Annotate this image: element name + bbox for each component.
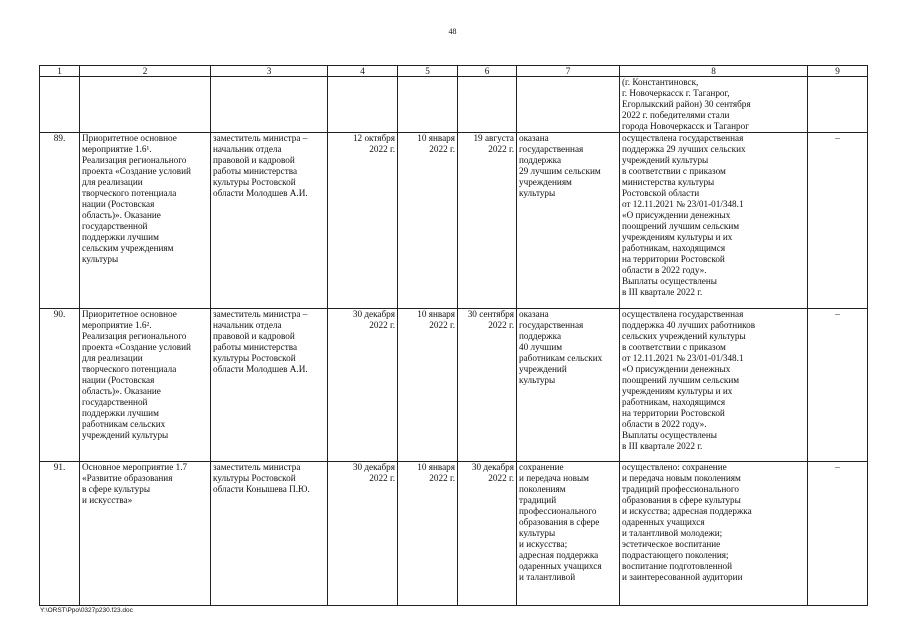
cell-text-line: творческого потенциала [82,364,177,374]
expected-result-cell [517,133,620,309]
cell-text-line: 2022 г. [429,320,455,330]
table-row [40,77,868,133]
table-row [40,133,868,309]
cell-text-line: и искусства; [519,539,568,549]
actual-result-cell [620,77,808,133]
cell-text-line: на территории Ростовской [622,254,725,264]
planned-date-cell [328,462,398,606]
cell-text-line: учреждений [519,364,567,374]
cell-text-line: культуры [519,188,556,198]
cell-text-line: проекта «Создание условий [82,342,191,352]
end-date-cell [458,77,517,133]
planned-date-cell [328,309,398,462]
cell-text-line: государственной [82,221,148,231]
cell-text-line: и искусства» [82,495,133,505]
column-header: 7 [517,66,620,77]
cell-text-line: работникам сельских [519,353,603,363]
cell-text-line: 10 января [417,133,455,143]
cell-text-line: и передача новым [519,473,589,483]
cell-text-line: поколениям [519,484,566,494]
cell-text-line: сельских учреждений культуры [622,331,746,341]
cell-text-line: правовой и кадровой [213,155,295,165]
table-row [40,462,868,606]
cell-text-line: правовой и кадровой [213,331,295,341]
cell-text-line: (г. Константиновск, [622,77,699,87]
cell-text-line: 30 декабря [471,462,514,472]
start-date-cell [398,77,458,133]
cell-text-line: работникам, находящимся [622,243,726,253]
cell-text-line: начальник отдела [213,320,282,330]
end-date-cell [458,462,517,606]
responsible-cell [211,133,328,309]
cell-text-line: 12 октября [352,133,395,143]
actual-result-cell [620,309,808,462]
cell-text-line: творческого потенциала [82,188,177,198]
activity-cell [80,133,211,309]
cell-text-line: 10 января [417,462,455,472]
cell-text-line: профессионального [519,506,597,516]
cell-text-line: и заинтересованной аудитории [622,572,743,582]
table-header-row [40,66,868,77]
cell-text-line: 2022 г. [429,473,455,483]
cell-text-line: учреждениям [519,177,572,187]
actual-result-cell [620,462,808,606]
cell-text-line: область)». Оказание [82,210,161,220]
cell-text-line: одаренных учащихся [519,561,602,571]
cell-text-line: в соответствии с приказом [622,166,726,176]
cell-text-line: осуществлено: сохранение [622,462,727,472]
cell-text-line: в III квартале 2022 г. [622,287,703,297]
expected-result-cell [517,309,620,462]
start-date-cell [398,309,458,462]
expected-result-cell [517,462,620,606]
cell-text-line: 30 сентября [467,309,514,319]
cell-text-line: министерства культуры [622,177,715,187]
cell-text-line: традиций [519,495,557,505]
cell-text-line: образования в сфере [519,517,600,527]
cell-text-line: «О присуждении денежных [622,364,731,374]
cell-text-line: сельским учреждениям [82,243,174,253]
cell-text-line: осуществлена государственная [622,133,744,143]
cell-text-line: государственная [519,320,584,330]
cell-text-line: поддержка 40 лучших работников [622,320,756,330]
cell-text-line: адресная поддержка [519,550,599,560]
start-date-cell [398,133,458,309]
cell-text-line: 10 января [417,309,455,319]
cell-text-line: от 12.11.2021 № 23/01-01/348.1 [622,353,744,363]
cell-text-line: области Молодшев А.И. [213,364,308,374]
cell-text-line: «О присуждении денежных [622,210,731,220]
cell-text-line: работникам, находящимся [622,397,726,407]
cell-text-line: Егорлыкский район) 30 сентября [622,99,751,109]
cell-text-line: нации (Ростовская [82,199,155,209]
cell-text-line: для реализации [82,177,143,187]
cell-text-line: области Конышева П.Ю. [213,484,310,494]
cell-text-line: проекта «Создание условий [82,166,191,176]
cell-text-line: в III квартале 2022 г. [622,441,703,451]
cell-text-line: «Развитие образования [82,473,173,483]
cell-text-line: 2022 г. [369,320,395,330]
cell-text-line: культуры Ростовской [213,353,296,363]
column-header: 1 [40,66,80,77]
cell-text-line: заместитель министра [213,462,301,472]
cell-text-line: поддержки лучшим [82,408,159,418]
row-number: 89. [40,133,80,309]
cell-text-line: учреждениям культуры и их [622,232,733,242]
cell-text-line: заместитель министра – [213,133,308,143]
footer-file-path: Y:\ORST\Ppo\0327p230.f23.doc [40,607,133,614]
report-table [39,65,868,606]
cell-text-line: поддержка [519,331,562,341]
cell-text-line: поддержка 29 лучших сельских [622,144,746,154]
cell-text-line: мероприятие 1.6². [82,320,152,330]
cell-text-line: Ростовской области [622,188,700,198]
note-cell [808,77,868,133]
cell-text-line: от 12.11.2021 № 23/01-01/348.1 [622,199,744,209]
cell-text-line: города Новочеркасск и Таганрог [622,121,749,131]
cell-text-line: учреждений культуры [82,430,169,440]
cell-text-line: Приоритетное основное [82,133,177,143]
planned-date-cell [328,77,398,133]
cell-text-line: для реализации [82,353,143,363]
cell-text-line: Реализация регионального [82,155,187,165]
column-header: 2 [80,66,211,77]
end-date-cell [458,309,517,462]
cell-text-line: подрастающего поколения; [622,550,729,560]
note-cell: – [808,133,868,309]
cell-text-line: 2022 г. [429,144,455,154]
cell-text-line: начальник отдела [213,144,282,154]
cell-text-line: Основное мероприятие 1.7 [82,462,188,472]
cell-text-line: поддержка [519,155,562,165]
cell-text-line: поощрений лучшим сельским [622,375,740,385]
cell-text-line: Выплаты осуществлены [622,430,717,440]
cell-text-line: 2022 г. [369,144,395,154]
cell-text-line: 2022 г. [488,473,514,483]
column-header: 4 [328,66,398,77]
cell-text-line: области в 2022 году». [622,419,707,429]
cell-text-line: 40 лучшим [519,342,563,352]
planned-date-cell [328,133,398,309]
note-cell: – [808,462,868,606]
cell-text-line: работникам сельских [82,419,166,429]
actual-result-cell [620,133,808,309]
row-number: 90. [40,309,80,462]
responsible-cell [211,309,328,462]
responsible-cell [211,77,328,133]
cell-text-line: и талантливой молодежи; [622,528,723,538]
end-date-cell [458,133,517,309]
cell-text-line: поддержки лучшим [82,232,159,242]
cell-text-line: 2022 г. [488,320,514,330]
cell-text-line: нации (Ростовская [82,375,155,385]
cell-text-line: Приоритетное основное [82,309,177,319]
activity-cell [80,77,211,133]
cell-text-line: в сфере культуры [82,484,151,494]
cell-text-line: работы министерства [213,166,298,176]
expected-result-cell [517,77,620,133]
cell-text-line: 30 декабря [352,309,395,319]
activity-cell [80,462,211,606]
responsible-cell [211,462,328,606]
cell-text-line: культуры [519,375,556,385]
column-header: 9 [808,66,868,77]
row-number [40,77,80,133]
cell-text-line: государственная [519,144,584,154]
cell-text-line: на территории Ростовской [622,408,725,418]
note-cell: – [808,309,868,462]
row-number: 91. [40,462,80,606]
activity-cell [80,309,211,462]
cell-text-line: культуры [519,528,556,538]
cell-text-line: заместитель министра – [213,309,308,319]
cell-text-line: учреждений культуры [622,155,709,165]
cell-text-line: культуры [82,254,119,264]
table-row [40,309,868,462]
cell-text-line: сохранение [519,462,564,472]
cell-text-line: Выплаты осуществлены [622,276,717,286]
cell-text-line: культуры Ростовской [213,177,296,187]
cell-text-line: воспитание подготовленной [622,561,733,571]
cell-text-line: оказана [519,309,549,319]
cell-text-line: поощрений лучшим сельским [622,221,740,231]
cell-text-line: в соответствии с приказом [622,342,726,352]
cell-text-line: традиций профессионального [622,484,739,494]
cell-text-line: 2022 г. [369,473,395,483]
cell-text-line: и передача новым поколениям [622,473,741,483]
column-header: 5 [398,66,458,77]
cell-text-line: и искусства; адресная поддержка [622,506,752,516]
cell-text-line: мероприятие 1.6¹. [82,144,152,154]
cell-text-line: 29 лучшим сельским [519,166,601,176]
cell-text-line: работы министерства [213,342,298,352]
cell-text-line: 2022 г. [488,144,514,154]
cell-text-line: область)». Оказание [82,386,161,396]
cell-text-line: 2022 г. победителями стали [622,110,730,120]
cell-text-line: оказана [519,133,549,143]
page-number: 48 [448,27,457,36]
column-header: 8 [620,66,808,77]
cell-text-line: Реализация регионального [82,331,187,341]
cell-text-line: культуры Ростовской [213,473,296,483]
cell-text-line: области Молодшев А.И. [213,188,308,198]
cell-text-line: области в 2022 году». [622,265,707,275]
cell-text-line: г. Новочеркасск г. Таганрог, [622,88,730,98]
cell-text-line: образования в сфере культуры [622,495,741,505]
cell-text-line: учреждениям культуры и их [622,386,733,396]
cell-text-line: одаренных учащихся [622,517,705,527]
cell-text-line: 30 декабря [352,462,395,472]
start-date-cell [398,462,458,606]
cell-text-line: и талантливой [519,572,576,582]
cell-text-line: эстетическое воспитание [622,539,721,549]
cell-text-line: осуществлена государственная [622,309,744,319]
cell-text-line: 19 августа [473,133,514,143]
cell-text-line: государственной [82,397,148,407]
column-header: 6 [458,66,517,77]
column-header: 3 [211,66,328,77]
